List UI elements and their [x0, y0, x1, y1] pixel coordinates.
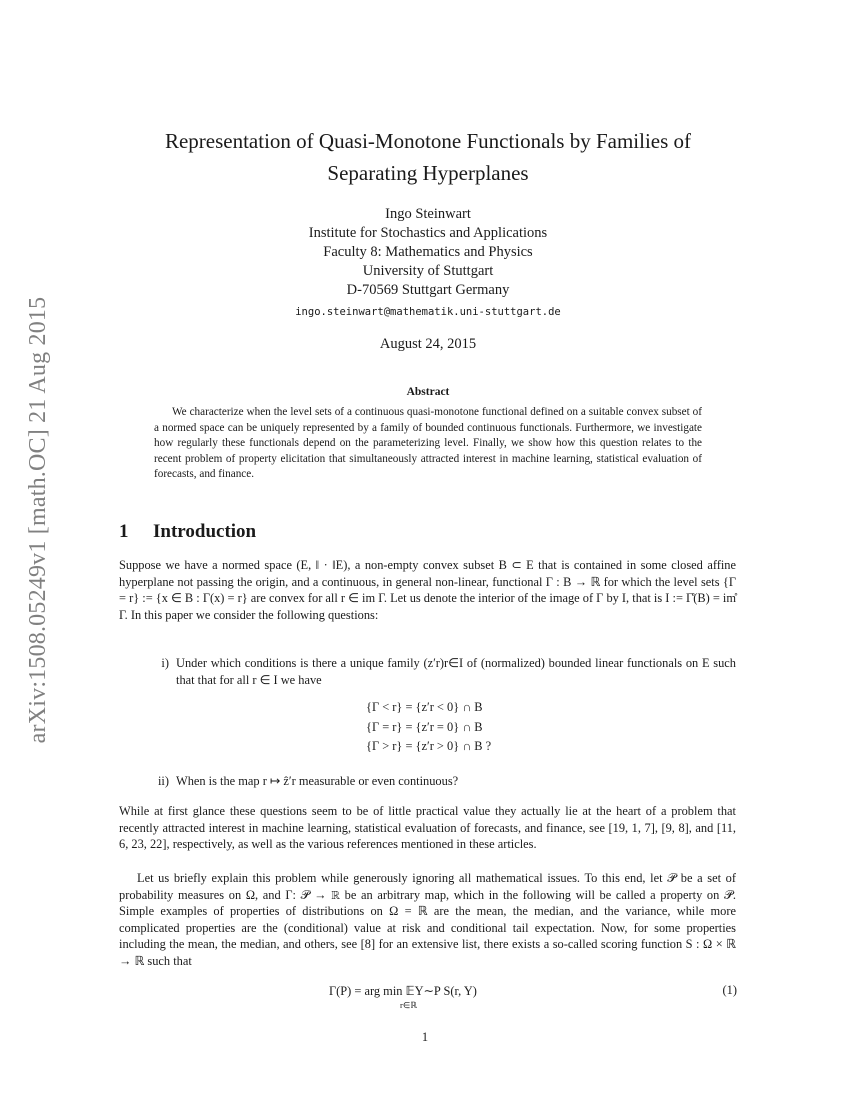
equation-1-subscript: r∈ℝ [400, 1000, 417, 1010]
section-number: 1 [119, 521, 129, 542]
author-email[interactable]: ingo.steinwart@mathematik.uni-stuttgart.de [295, 306, 561, 318]
paper-date: August 24, 2015 [379, 336, 477, 352]
equation-less: {Γ < r} = {z′r < 0} ∩ B [366, 700, 483, 714]
equation-1-body: Γ(P) = arg min 𝔼Y∼P S(r, Y) [329, 984, 477, 998]
author-address: D-70569 Stuttgart Germany [346, 282, 510, 298]
question-text-2: When is the map r ↦ ẑ′r measurable or even continuous? [176, 774, 459, 788]
intro-paragraph-1: Suppose we have a normed space (E, ‖ · ‖E), a non-empty convex subset B ⊂ E that is contained in some closed affine hyperplane not passing the origin, and a continuous, in general non-linear, functional Γ : B → ℝ for which the level sets {Γ = r} := {x ∈ B : Γ(x) = r} are convex for all r ∈ im Γ. Let us denote the interior of the image of Γ by I, that is I := Γ̊(B) = im̊ Γ. In this paper we consider the following questions: [119, 558, 736, 622]
title-line-1: Representation of Quasi-Monotone Functionals by Families of [164, 129, 692, 153]
arxiv-identifier-stamp[interactable]: arXiv:1508.05249v1 [math.OC] 21 Aug 2015 [25, 296, 51, 744]
equation-1-number: (1) [722, 983, 737, 997]
author-faculty: Faculty 8: Mathematics and Physics [323, 244, 533, 260]
question-text-1: Under which conditions is there a unique family (z′r)r∈I of (normalized) bounded linear functionals on E such that that for all r ∈ I we have [176, 656, 736, 687]
page-number: 1 [421, 1030, 429, 1044]
author-institute: Institute for Stochastics and Applications [308, 225, 548, 241]
question-item-1 [119, 655, 736, 688]
title-line-2: Separating Hyperplanes [327, 161, 529, 185]
intro-paragraph-2: While at first glance these questions seem to be of little practical value they actually lie at the heart of a problem that recently attracted interest in machine learning, statistical evaluation of forecasts, and finance, see [19, 1, 7], [9, 8], and [11, 6, 23, 22], respectively, as well as the various references mentioned in these articles. [119, 804, 736, 852]
level-set-equations [366, 698, 666, 757]
paper-title [100, 125, 756, 189]
section-title: Introduction [153, 521, 257, 542]
equation-1 [329, 983, 629, 1010]
question-marker-1: i) [161, 656, 169, 670]
author-name: Ingo Steinwart [385, 206, 471, 222]
equation-equal: {Γ = r} = {z′r = 0} ∩ B [366, 719, 483, 734]
abstract-heading: Abstract [406, 386, 450, 398]
intro-paragraph-3: Let us briefly explain this problem while generously ignoring all mathematical issues. To this end, let 𝒫 be a set of probability measures on Ω, and Γ: 𝒫 → ℝ be an arbitrary map, which in the following will be called a property on 𝒫. Simple examples of properties of distributions on Ω = ℝ are the mean, the median, and the variance, while more complicated properties are the (conditional) value at risk and conditional tail expectation. Now, for some properties including the mean, the median, and others, see [8] for an extensive list, there exists a so-called scoring function S : Ω × ℝ → ℝ such that [119, 871, 736, 968]
question-item-2 [119, 773, 736, 790]
question-marker-2: ii) [157, 774, 169, 788]
section-heading [119, 521, 519, 543]
author-university: University of Stuttgart [362, 263, 494, 279]
equation-greater: {Γ > r} = {z′r > 0} ∩ B ? [366, 739, 492, 753]
author-block [150, 205, 706, 324]
abstract-text: We characterize when the level sets of a continuous quasi-monotone functional defined on a suitable convex subset of a normed space can be uniquely represented by a family of bounded continuous functionals. Furthermore, we investigate how regularly these functionals depend on the parameterizing level. Finally, we show how this question relates to the recent problem of property elicitation that simultaneously attracted interest in machine learning, statistical evaluation of forecasts, and finance. [154, 406, 702, 481]
